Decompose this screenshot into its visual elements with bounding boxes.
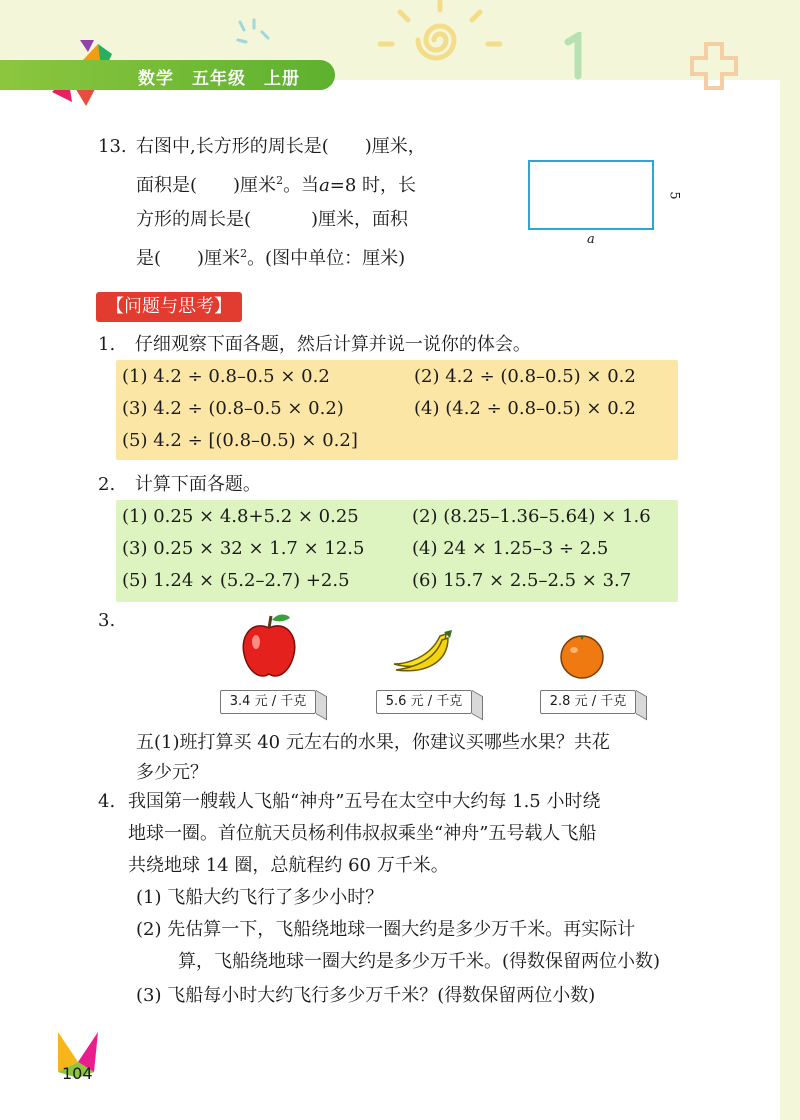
price-tag-orange: 2.8 元 / 千克 [540,690,636,714]
q13-text: 方形的周长是( [136,209,252,230]
q4-sub-question: (1) 飞船大约飞行了多少小时？ [136,887,384,908]
q13-text: 。当 [283,175,320,196]
rectangle-side-label: 5 [666,191,682,200]
apple-icon [238,612,300,682]
q4-text-line: 地球一圈。首位航天员杨利伟叔叔乘坐“神舟”五号载人飞船 [128,823,597,844]
question-3-number: 3. [98,610,116,631]
page-number: 104 [62,1064,93,1083]
q13-text: 。(图中单位：厘米) [247,248,406,269]
expression-item: (1) 4.2 ÷ 0.8–0.5 × 0.2 [122,366,330,387]
expression-item: (5) 4.2 ÷ [(0.8–0.5) × 0.2] [122,430,358,451]
expression-item: (1) 0.25 × 4.8+5.2 × 0.25 [122,506,359,527]
q13-text: 是( [136,248,162,269]
expression-item: (6) 15.7 × 2.5–2.5 × 3.7 [412,570,632,591]
variable-a: a [319,175,330,196]
orange-icon [554,630,610,680]
q13-text: )厘米，面积 [311,209,409,230]
expression-item: (2) (8.25–1.36–5.64) × 1.6 [412,506,651,527]
question-2 [98,470,261,496]
q13-text: )厘米 [233,175,277,196]
q4-sub-question: (2) 先估算一下，飞船绕地球一圈大约是多少万千米。再实际计 [136,919,636,940]
price-tag-apple: 3.4 元 / 千克 [220,690,316,714]
expression-item: (5) 1.24 × (5.2–2.7) +2.5 [122,570,350,591]
book-title-header: 数学 五年级 上册 [138,69,300,89]
q13-text: 面积是( [136,175,198,196]
expression-item: (3) 0.25 × 32 × 1.7 × 12.5 [122,538,365,559]
q13-text: )厘米 [197,248,241,269]
question-text: 计算下面各题。 [134,474,261,495]
superscript: 2 [276,174,284,187]
number-one-doodle-icon [560,32,590,82]
right-band [780,80,800,1120]
question-number: 2. [98,474,116,495]
question-13 [98,130,488,276]
q13-text: )厘米， [364,136,426,157]
rectangle-bottom-label: a [587,232,595,247]
banana-icon [386,628,456,676]
expression-item: (2) 4.2 ÷ (0.8–0.5) × 0.2 [414,366,636,387]
q4-sub-question-cont: 算，飞船绕地球一圈大约是多少万千米。(得数保留两位小数) [178,951,661,972]
expression-box [116,360,678,460]
question-number: 4. [98,791,116,812]
q3-text-line: 五(1)班打算买 40 元左右的水果，你建议买哪些水果？共花 [136,732,610,753]
question-1 [98,330,531,356]
question-number: 13. [98,136,127,157]
expression-item: (4) (4.2 ÷ 0.8–0.5) × 0.2 [414,398,636,419]
question-text: 仔细观察下面各题，然后计算并说一说你的体会。 [134,334,531,355]
q3-text-line: 多少元？ [136,762,208,783]
q4-text-line: 我国第一艘载人飞船“神舟”五号在太空中大约每 1.5 小时绕 [128,791,601,812]
q4-sub-question: (3) 飞船每小时大约飞行多少万千米？(得数保留两位小数) [136,985,596,1006]
expression-item: (3) 4.2 ÷ (0.8–0.5 × 0.2) [122,398,344,419]
sun-doodle-icon [370,0,510,80]
sparkle-doodle-icon [232,18,272,48]
section-title: 【问题与思考】 [96,292,242,322]
expression-box [116,500,678,602]
price-tag-banana: 5.6 元 / 千克 [376,690,472,714]
q13-text: 右图中,长方形的周长是( [136,136,329,157]
q13-text: =8 时，长 [329,175,417,196]
expression-item: (4) 24 × 1.25–3 ÷ 2.5 [412,538,609,559]
question-number: 1. [98,334,116,355]
rectangle-figure [528,160,654,230]
plus-doodle-icon [688,40,740,92]
q4-text-line: 共绕地球 14 圈，总航程约 60 万千米。 [128,855,449,876]
superscript: 2 [240,247,248,260]
